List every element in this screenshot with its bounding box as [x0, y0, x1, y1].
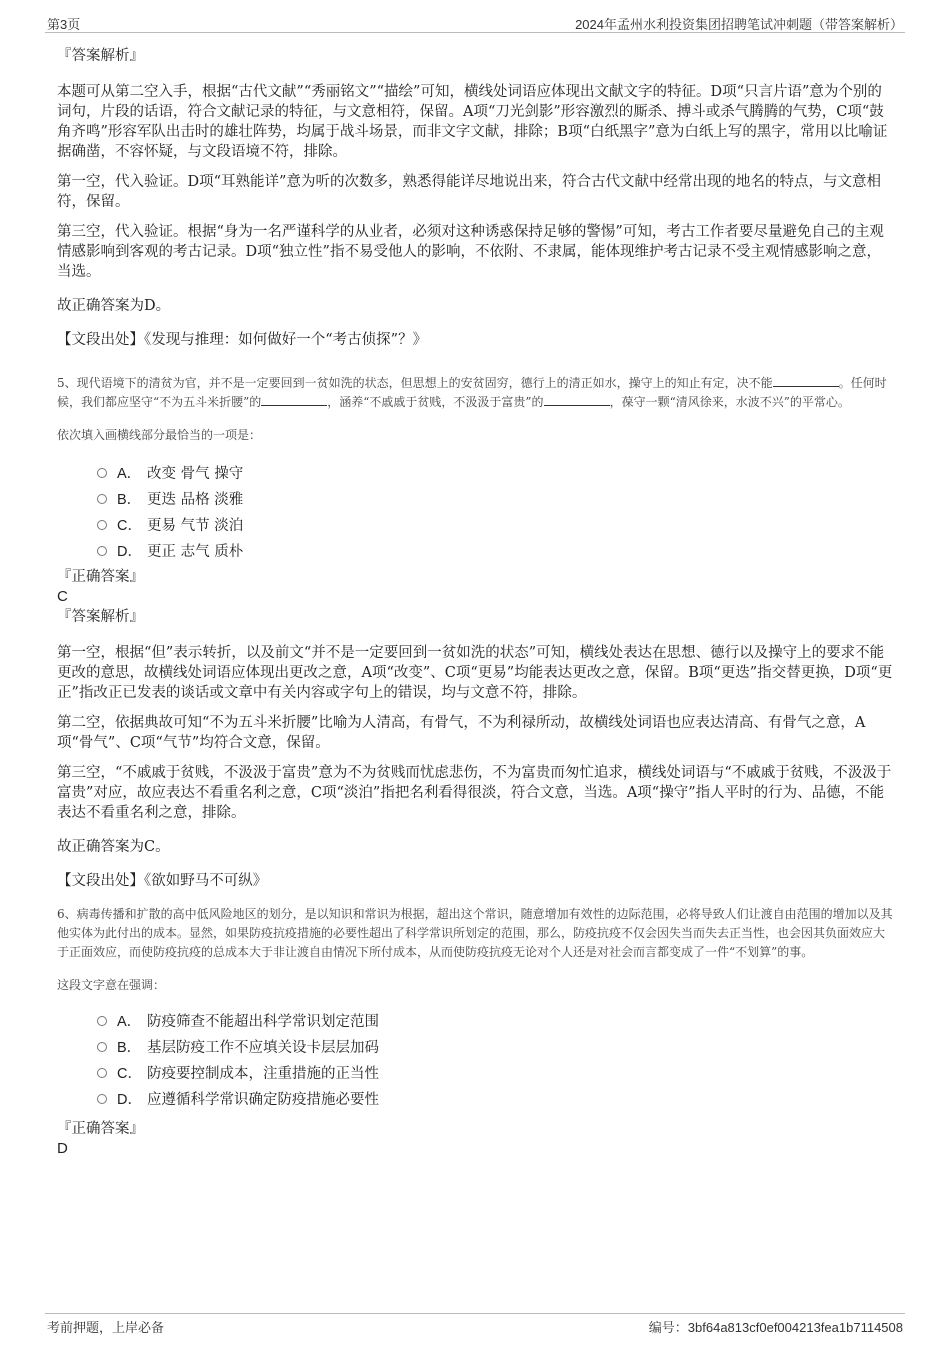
- option-letter: C．: [117, 518, 142, 534]
- page-header: [45, 12, 905, 33]
- option-letter: A．: [117, 1014, 142, 1030]
- source-citation: 【文段出处】《欲如野马不可纵》: [57, 873, 268, 889]
- analysis-paragraph: 第三空，“不戚戚于贫贱，不汲汲于富贵”意为不为贫贱而忧虑悲伤，不为富贵而匆忙追求，横线处词语与“不戚戚于贫贱，不汲汲于富贵”对应，故应表达不看重名利之意，C项“淡泊”指把名利看得很淡，符合文意，当选。A项“操守”指人平时的行为、品德，不能表达不看重名利之意，排除。: [57, 765, 892, 821]
- option-b[interactable]: [97, 487, 895, 513]
- option-d[interactable]: [97, 1087, 895, 1113]
- radio-icon[interactable]: [97, 1042, 107, 1052]
- option-c[interactable]: [97, 1061, 895, 1087]
- correct-answer: C: [57, 588, 68, 605]
- option-c[interactable]: [97, 513, 895, 539]
- option-text: 改变 骨气 操守: [147, 466, 244, 482]
- option-d[interactable]: [97, 539, 895, 565]
- conclusion: 故正确答案为C。: [57, 839, 170, 855]
- option-text: 应遵循科学常识确定防疫措施必要性: [147, 1092, 379, 1108]
- option-b[interactable]: [97, 1035, 895, 1061]
- analysis-paragraph: 第二空，依据典故可知“不为五斗米折腰”比喻为人清高，有骨气，不为利禄所动，故横线处词语也应表达清高、有骨气之意，A项“骨气”、C项“气节”均符合文意，保留。: [57, 715, 866, 751]
- question-prompt: 这段文字意在强调：: [57, 978, 166, 992]
- option-letter: D．: [117, 1092, 142, 1108]
- question-6-text: 6、病毒传播和扩散的高中低风险地区的划分，是以知识和常识为根据，超出这个常识，随意增加有效性的边际范围，必将导致人们让渡自由范围的增加以及其他实体为此付出的成本。显然，如果防疫抗疫措施的必要性超出了科学常识所划定的范围，那么，防疫抗疫不仅会因失当而失去正当性，也会因其负面效应大于正面效应，而使防疫抗疫的总成本大于非让渡自由情况下所付成本，从而使防疫抗疫无论对个人还是对社会而言都变成了一件“不划算”的事。: [57, 907, 893, 959]
- question-text-part: ，涵养“不戚戚于贫贱，不汲汲于富贵”的: [327, 395, 544, 409]
- page-content: [57, 44, 895, 1159]
- option-letter: D．: [117, 544, 142, 560]
- analysis-paragraph: 第一空，代入验证。D项“耳熟能详”意为听的次数多，熟悉得能详尽地说出来，符合古代文献中经常出现的地名的特点，与文意相符，保留。: [57, 174, 881, 210]
- option-text: 防疫要控制成本，注重措施的正当性: [147, 1066, 379, 1082]
- analysis-label: 『答案解析』: [57, 609, 144, 625]
- radio-icon[interactable]: [97, 1094, 107, 1104]
- option-letter: B．: [117, 1040, 142, 1056]
- radio-icon[interactable]: [97, 494, 107, 504]
- analysis-paragraph: 本题可从第二空入手，根据“古代文献”“秀丽铭文”“描绘”可知，横线处词语应体现出文献文字的特征。D项“只言片语”意为个别的词句，片段的话语，符合文献记录的特征，与文意相符，保留。A项“刀光剑影”形容激烈的厮杀、搏斗或杀气腾腾的气势，C项“鼓角齐鸣”形容军队出击时的雄壮阵势，均属于战斗场景，而非文字文献，排除；B项“白纸黑字”意为白纸上写的黑字，常用以比喻证据确凿，不容怀疑，与文段语境不符，排除。: [57, 84, 888, 160]
- option-a[interactable]: [97, 1009, 895, 1035]
- analysis-paragraph: 第一空，根据“但”表示转折，以及前文“并不是一定要回到一贫如洗的状态”可知，横线处表达在思想、德行以及操守上的要求不能更改的意思，故横线处词语应体现出更改之意，A项“改变”、C项“更易”均能表达更改之意，保留。B项“更迭”指交替更换，D项“更正”指改正已发表的谈话或文章中有关内容或字句上的错误，均与文意不符，排除。: [57, 645, 893, 701]
- fill-blank: [261, 393, 327, 406]
- question-text-part: 5、现代语境下的清贫为官，并不是一定要回到一贫如洗的状态，但思想上的安贫固穷，德行上的清正如水，操守上的知止有定，决不能: [57, 376, 773, 390]
- analysis-label: 『答案解析』: [57, 48, 144, 64]
- radio-icon[interactable]: [97, 1068, 107, 1078]
- conclusion: 故正确答案为D。: [57, 298, 171, 314]
- footer-slogan: 考前押题，上岸必备: [47, 1320, 165, 1335]
- correct-answer: D: [57, 1140, 68, 1157]
- option-text: 防疫筛查不能超出科学常识划定范围: [147, 1014, 379, 1030]
- option-text: 更易 气节 淡泊: [147, 518, 244, 534]
- option-a[interactable]: [97, 461, 895, 487]
- option-letter: A．: [117, 466, 142, 482]
- radio-icon[interactable]: [97, 1016, 107, 1026]
- answer-label: 『正确答案』: [57, 569, 144, 585]
- question-6-options: [57, 1009, 895, 1113]
- document-title: 2024年孟州水利投资集团招聘笔试冲刺题（带答案解析）: [575, 17, 903, 32]
- fill-blank: [773, 374, 839, 387]
- analysis-paragraph: 第三空，代入验证。根据“身为一名严谨科学的从业者，必须对这种诱惑保持足够的警惕”可知，考古工作者要尽量避免自己的主观情感影响到客观的考古记录。D项“独立性”指不易受他人的影响，不依附、不隶属，能体现维护考古记录不受主观情感影响之意，当选。: [57, 224, 884, 280]
- question-text-part: 。任何时候，我们都应坚守“不为五斗米折腰”的: [57, 376, 887, 409]
- option-text: 更迭 品格 淡雅: [147, 492, 244, 508]
- radio-icon[interactable]: [97, 546, 107, 556]
- document-code: 编号：3bf64a813cf0ef004213fea1b7114508: [648, 1320, 903, 1335]
- source-citation: 【文段出处】《发现与推理：如何做好一个“考古侦探”？》: [57, 332, 428, 348]
- radio-icon[interactable]: [97, 520, 107, 530]
- question-5-options: [57, 461, 895, 565]
- option-text: 更正 志气 质朴: [147, 544, 244, 560]
- page-number: 第3页: [47, 17, 81, 32]
- answer-label: 『正确答案』: [57, 1121, 144, 1137]
- option-letter: B．: [117, 492, 142, 508]
- question-text-part: ，葆守一颗“清风徐来，水波不兴”的平常心。: [609, 395, 850, 409]
- page-footer: [45, 1313, 905, 1334]
- question-prompt: 依次填入画横线部分最恰当的一项是：: [57, 428, 262, 442]
- option-letter: C．: [117, 1066, 142, 1082]
- question-5-text: [57, 374, 895, 412]
- radio-icon[interactable]: [97, 468, 107, 478]
- fill-blank: [544, 393, 610, 406]
- option-text: 基层防疫工作不应填关设卡层层加码: [147, 1040, 379, 1056]
